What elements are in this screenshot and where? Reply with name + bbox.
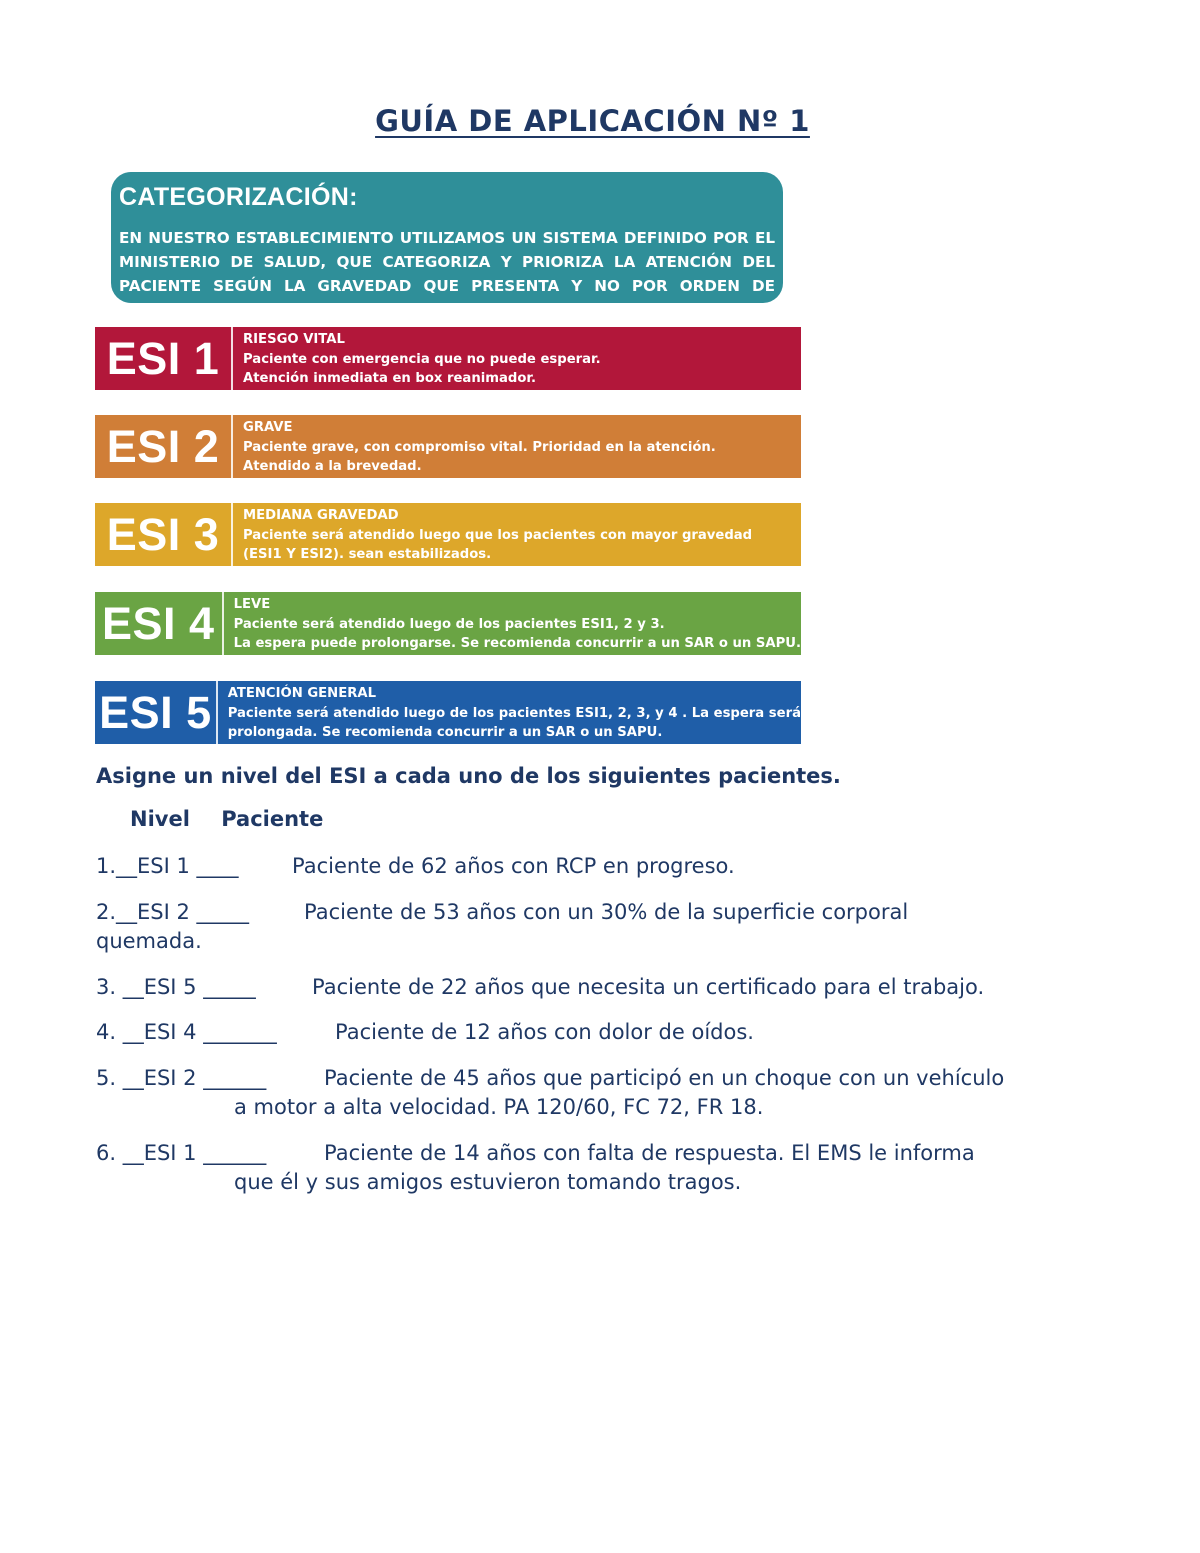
esi-level-4 xyxy=(95,592,801,655)
patient-item xyxy=(96,1064,1004,1122)
esi-level-heading: ATENCIÓN GENERAL xyxy=(227,686,376,701)
categorizacion-text xyxy=(119,226,775,322)
patient-description: Paciente de 45 años que participó en un choque con un vehículo xyxy=(324,1066,1005,1090)
patient-description: Paciente de 14 años con falta de respuesta. El EMS le informa xyxy=(324,1141,975,1165)
esi-level-label: ESI 4 xyxy=(95,592,224,655)
patient-description-continued: a motor a alta velocidad. PA 120/60, FC 72, FR 18. xyxy=(234,1095,764,1119)
esi-level-description xyxy=(233,327,801,390)
categorizacion-line: PACIENTE SEGÚN LA GRAVEDAD QUE PRESENTA Y NO POR ORDEN DE LLEGADA. xyxy=(119,277,775,319)
esi-level-line: Paciente grave, con compromiso vital. Prioridad en la atención. xyxy=(243,439,716,455)
esi-level-2 xyxy=(95,415,801,478)
patient-item xyxy=(96,973,984,1002)
esi-level-heading: GRAVE xyxy=(243,420,293,435)
patient-item xyxy=(96,898,908,956)
esi-level-line: (ESI1 Y ESI2). sean estabilizados. xyxy=(243,547,492,562)
esi-level-3 xyxy=(95,503,801,566)
patient-description-continued: quemada. xyxy=(96,929,202,953)
categorizacion-line: MINISTERIO DE SALUD, QUE CATEGORIZA Y PRIORIZA LA ATENCIÓN DEL xyxy=(119,253,775,271)
esi-level-5 xyxy=(95,681,801,744)
esi-level-heading: RIESGO VITAL xyxy=(243,332,345,347)
esi-level-label: ESI 3 xyxy=(95,503,233,566)
esi-level-heading: LEVE xyxy=(233,597,271,612)
esi-level-description xyxy=(233,503,801,566)
patient-answer: 3. __ESI 5 _____ xyxy=(96,975,256,999)
esi-level-heading: MEDIANA GRAVEDAD xyxy=(243,508,399,523)
categorizacion-heading: CATEGORIZACIÓN: xyxy=(119,183,358,211)
patient-description: Paciente de 62 años con RCP en progreso. xyxy=(292,854,735,878)
page-title: GUÍA DE APLICACIÓN Nº 1 xyxy=(375,104,810,138)
categorizacion-line: EN NUESTRO ESTABLECIMIENTO UTILIZAMOS UN SISTEMA DEFINIDO POR EL xyxy=(119,229,775,247)
esi-level-label: ESI 2 xyxy=(95,415,233,478)
patient-item xyxy=(96,1139,975,1197)
patient-item xyxy=(96,852,735,881)
patient-answer: 4. __ESI 4 _______ xyxy=(96,1020,277,1044)
esi-level-description xyxy=(218,681,801,744)
esi-level-line: Paciente será atendido luego de los pacientes ESI1, 2 y 3. xyxy=(233,616,665,632)
instruction-text: Asigne un nivel del ESI a cada uno de los siguientes pacientes. xyxy=(96,764,841,788)
column-header-nivel: Nivel xyxy=(130,807,190,831)
patient-answer: 5. __ESI 2 ______ xyxy=(96,1066,267,1090)
patient-answer: 6. __ESI 1 ______ xyxy=(96,1141,267,1165)
column-headers xyxy=(130,807,323,831)
esi-level-line: Paciente con emergencia que no puede esperar. xyxy=(243,351,601,367)
esi-level-label: ESI 5 xyxy=(95,681,218,744)
esi-level-line: Atención inmediata en box reanimador. xyxy=(243,371,537,386)
patient-description: Paciente de 12 años con dolor de oídos. xyxy=(335,1020,754,1044)
esi-level-description xyxy=(233,415,801,478)
column-header-paciente: Paciente xyxy=(221,807,324,831)
esi-level-line: Paciente será atendido luego que los pacientes con mayor gravedad xyxy=(243,527,753,543)
patient-description: Paciente de 22 años que necesita un certificado para el trabajo. xyxy=(312,975,985,999)
patient-item xyxy=(96,1018,754,1047)
esi-level-label: ESI 1 xyxy=(95,327,233,390)
patient-description: Paciente de 53 años con un 30% de la superficie corporal xyxy=(304,900,909,924)
esi-level-description xyxy=(224,592,801,655)
esi-level-line: prolongada. Se recomienda concurrir a un SAR o un SAPU. xyxy=(227,725,663,740)
esi-level-line: La espera puede prolongarse. Se recomienda concurrir a un SAR o un SAPU. xyxy=(233,636,801,651)
esi-level-1 xyxy=(95,327,801,390)
patient-description-continued: que él y sus amigos estuvieron tomando tragos. xyxy=(234,1170,742,1194)
categorizacion-banner xyxy=(111,172,783,319)
patient-answer: 1.__ESI 1 ____ xyxy=(96,854,239,878)
esi-level-line: Atendido a la brevedad. xyxy=(243,459,422,474)
patient-answer: 2.__ESI 2 _____ xyxy=(96,900,250,924)
esi-level-line: Paciente será atendido luego de los pacientes ESI1, 2, 3, y 4 . La espera será xyxy=(227,705,801,721)
